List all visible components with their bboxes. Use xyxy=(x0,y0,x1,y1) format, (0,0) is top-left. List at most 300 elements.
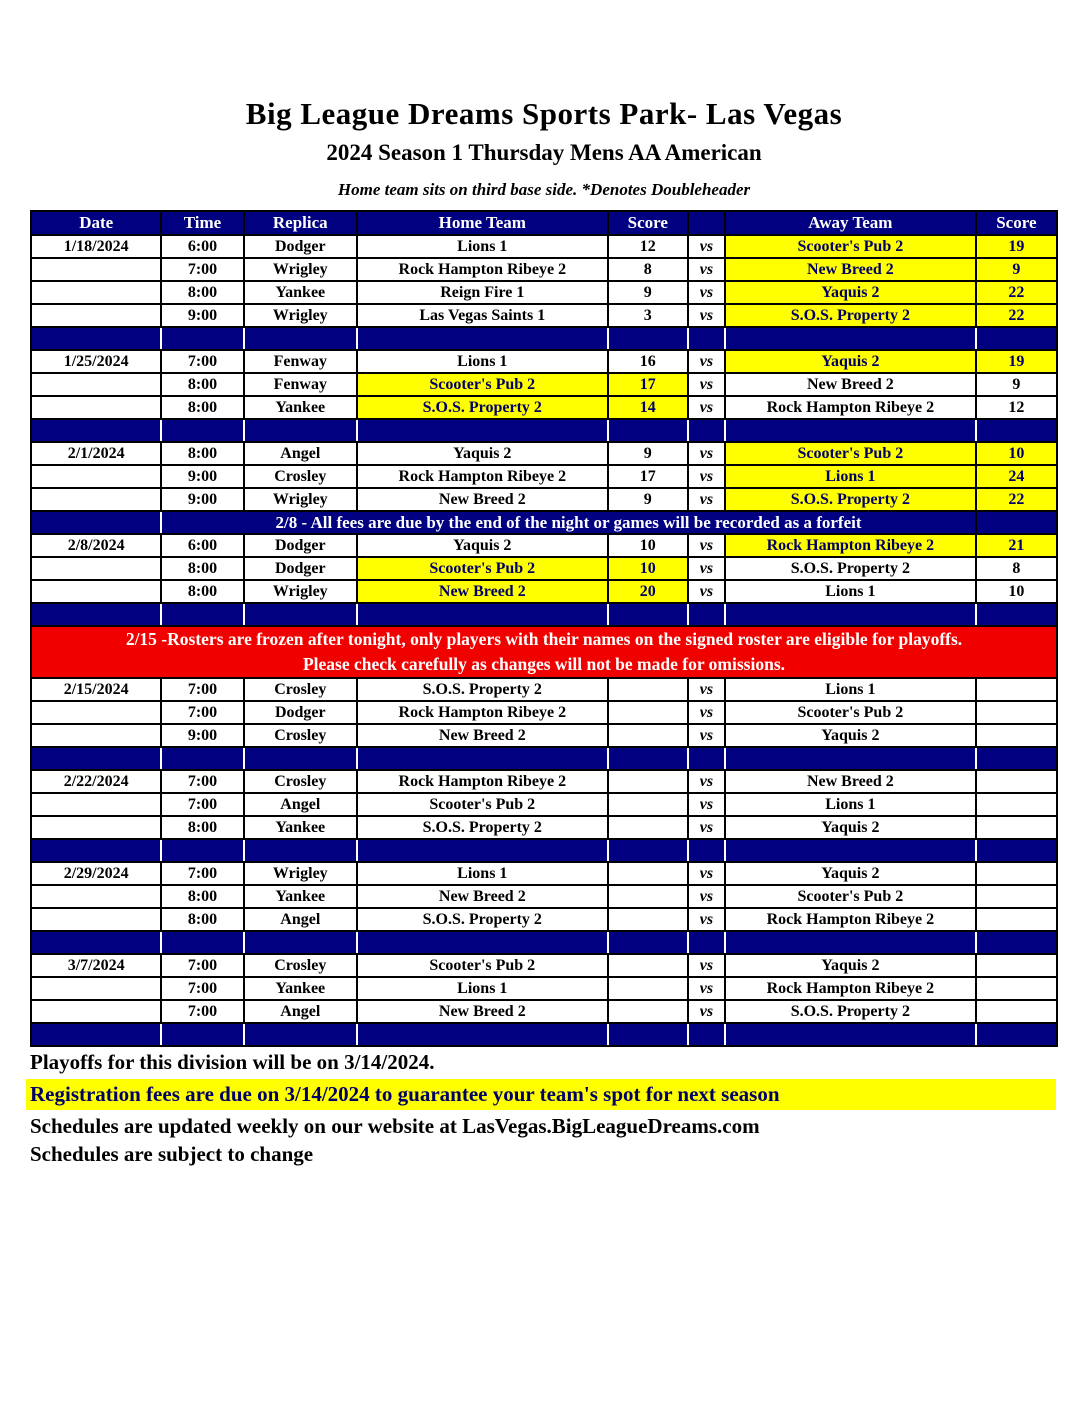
home-score-cell: 9 xyxy=(608,281,688,304)
home-score-cell: 10 xyxy=(608,557,688,580)
replica-cell: Wrigley xyxy=(244,258,357,281)
replica-cell: Fenway xyxy=(244,350,357,373)
time-cell: 9:00 xyxy=(161,488,243,511)
date-cell xyxy=(31,580,161,603)
spacer-cell xyxy=(688,747,725,770)
away-team-cell: Rock Hampton Ribeye 2 xyxy=(725,534,976,557)
replica-cell: Crosley xyxy=(244,770,357,793)
spacer-row xyxy=(31,419,1057,442)
schedule-table xyxy=(30,210,1058,1047)
game-row xyxy=(31,724,1057,747)
home-score-cell xyxy=(608,908,688,931)
date-cell xyxy=(31,304,161,327)
home-team-cell: Lions 1 xyxy=(357,977,608,1000)
away-score-cell: 10 xyxy=(976,442,1057,465)
home-team-cell: Rock Hampton Ribeye 2 xyxy=(357,701,608,724)
time-cell: 8:00 xyxy=(161,816,243,839)
spacer-cell xyxy=(161,419,243,442)
note-date-cell xyxy=(31,511,161,534)
home-team-cell: S.O.S. Property 2 xyxy=(357,678,608,701)
spacer-row xyxy=(31,931,1057,954)
spacer-row xyxy=(31,327,1057,350)
away-score-cell xyxy=(976,724,1057,747)
time-cell: 8:00 xyxy=(161,580,243,603)
header-home-score: Score xyxy=(608,211,688,235)
date-cell xyxy=(31,977,161,1000)
time-cell: 6:00 xyxy=(161,235,243,258)
header-away-team: Away Team xyxy=(725,211,976,235)
home-team-cell: S.O.S. Property 2 xyxy=(357,396,608,419)
home-score-cell xyxy=(608,701,688,724)
game-row xyxy=(31,281,1057,304)
home-score-cell: 17 xyxy=(608,373,688,396)
home-score-cell: 17 xyxy=(608,465,688,488)
spacer-cell xyxy=(161,747,243,770)
replica-cell: Fenway xyxy=(244,373,357,396)
vs-label: vs xyxy=(688,534,725,557)
home-score-cell: 9 xyxy=(608,488,688,511)
spacer-cell xyxy=(357,839,608,862)
home-team-cell: Rock Hampton Ribeye 2 xyxy=(357,465,608,488)
subject-to-change-note: Schedules are subject to change xyxy=(30,1142,314,1166)
home-team-cell: Rock Hampton Ribeye 2 xyxy=(357,258,608,281)
time-cell: 9:00 xyxy=(161,724,243,747)
home-team-cell: New Breed 2 xyxy=(357,580,608,603)
date-cell xyxy=(31,701,161,724)
home-team-cell: Las Vegas Saints 1 xyxy=(357,304,608,327)
home-team-cell: S.O.S. Property 2 xyxy=(357,816,608,839)
header-home-team: Home Team xyxy=(357,211,608,235)
home-score-cell xyxy=(608,724,688,747)
header-time: Time xyxy=(161,211,243,235)
game-row xyxy=(31,465,1057,488)
home-team-cell: New Breed 2 xyxy=(357,488,608,511)
playoffs-note: Playoffs for this division will be on 3/14/2024. xyxy=(30,1050,435,1074)
away-team-cell: Lions 1 xyxy=(725,678,976,701)
vs-label: vs xyxy=(688,908,725,931)
spacer-cell xyxy=(725,1023,976,1046)
replica-cell: Wrigley xyxy=(244,304,357,327)
game-row xyxy=(31,770,1057,793)
home-team-cell: Lions 1 xyxy=(357,235,608,258)
time-cell: 7:00 xyxy=(161,678,243,701)
date-cell: 1/25/2024 xyxy=(31,350,161,373)
date-cell xyxy=(31,396,161,419)
away-score-cell: 19 xyxy=(976,350,1057,373)
spacer-cell xyxy=(244,1023,357,1046)
header-date: Date xyxy=(31,211,161,235)
vs-label: vs xyxy=(688,977,725,1000)
date-cell xyxy=(31,816,161,839)
away-score-cell xyxy=(976,770,1057,793)
spacer-cell xyxy=(608,931,688,954)
game-row xyxy=(31,580,1057,603)
spacer-row xyxy=(31,1023,1057,1046)
spacer-cell xyxy=(244,747,357,770)
vs-label: vs xyxy=(688,258,725,281)
time-cell: 7:00 xyxy=(161,977,243,1000)
replica-cell: Yankee xyxy=(244,977,357,1000)
away-team-cell: Lions 1 xyxy=(725,793,976,816)
date-cell xyxy=(31,557,161,580)
vs-label: vs xyxy=(688,304,725,327)
page-subtitle: 2024 Season 1 Thursday Mens AA American xyxy=(326,140,762,165)
vs-label: vs xyxy=(688,724,725,747)
vs-label: vs xyxy=(688,885,725,908)
away-team-cell: S.O.S. Property 2 xyxy=(725,1000,976,1023)
spacer-cell xyxy=(725,603,976,626)
banner-text-line: Please check carefully as changes will not be made for omissions. xyxy=(302,654,786,674)
home-score-cell xyxy=(608,770,688,793)
home-score-cell xyxy=(608,793,688,816)
replica-cell: Yankee xyxy=(244,816,357,839)
time-cell: 8:00 xyxy=(161,908,243,931)
note-text-cell: 2/8 - All fees are due by the end of the night or games will be recorded as a forfeit xyxy=(161,511,975,534)
game-row xyxy=(31,885,1057,908)
home-score-cell: 16 xyxy=(608,350,688,373)
home-score-cell: 14 xyxy=(608,396,688,419)
spacer-cell xyxy=(244,419,357,442)
spacer-cell xyxy=(357,603,608,626)
spacer-cell xyxy=(608,419,688,442)
home-score-cell xyxy=(608,977,688,1000)
game-row xyxy=(31,235,1057,258)
spacer-cell xyxy=(608,839,688,862)
date-cell: 2/15/2024 xyxy=(31,678,161,701)
game-row xyxy=(31,816,1057,839)
replica-cell: Wrigley xyxy=(244,580,357,603)
spacer-cell xyxy=(31,603,161,626)
replica-cell: Angel xyxy=(244,793,357,816)
game-row xyxy=(31,373,1057,396)
home-score-cell xyxy=(608,1000,688,1023)
game-row xyxy=(31,534,1057,557)
replica-cell: Yankee xyxy=(244,396,357,419)
spacer-cell xyxy=(976,839,1057,862)
date-cell xyxy=(31,724,161,747)
vs-label: vs xyxy=(688,465,725,488)
replica-cell: Yankee xyxy=(244,885,357,908)
date-cell xyxy=(31,281,161,304)
game-row xyxy=(31,678,1057,701)
page-title: Big League Dreams Sports Park- Las Vegas xyxy=(245,96,843,131)
vs-label: vs xyxy=(688,350,725,373)
spacer-cell xyxy=(688,839,725,862)
spacer-row xyxy=(31,839,1057,862)
date-cell: 2/1/2024 xyxy=(31,442,161,465)
away-score-cell xyxy=(976,954,1057,977)
away-score-cell: 24 xyxy=(976,465,1057,488)
home-score-cell xyxy=(608,954,688,977)
vs-label: vs xyxy=(688,1000,725,1023)
away-score-cell: 10 xyxy=(976,580,1057,603)
spacer-cell xyxy=(725,419,976,442)
replica-cell: Crosley xyxy=(244,954,357,977)
spacer-cell xyxy=(688,603,725,626)
away-team-cell: Scooter's Pub 2 xyxy=(725,235,976,258)
spacer-cell xyxy=(244,327,357,350)
replica-cell: Crosley xyxy=(244,465,357,488)
spacer-cell xyxy=(976,1023,1057,1046)
footer-notes xyxy=(30,1049,1088,1168)
home-score-cell xyxy=(608,862,688,885)
spacer-cell xyxy=(31,747,161,770)
replica-cell: Dodger xyxy=(244,235,357,258)
spacer-cell xyxy=(976,603,1057,626)
game-row xyxy=(31,908,1057,931)
spacer-cell xyxy=(31,327,161,350)
away-team-cell: New Breed 2 xyxy=(725,373,976,396)
spacer-cell xyxy=(244,603,357,626)
banner-text-cell xyxy=(31,626,1057,678)
away-team-cell: Yaquis 2 xyxy=(725,816,976,839)
header-row xyxy=(31,211,1057,235)
away-team-cell: Rock Hampton Ribeye 2 xyxy=(725,908,976,931)
vs-label: vs xyxy=(688,770,725,793)
date-cell xyxy=(31,1000,161,1023)
vs-label: vs xyxy=(688,816,725,839)
away-team-cell: Rock Hampton Ribeye 2 xyxy=(725,977,976,1000)
replica-cell: Wrigley xyxy=(244,488,357,511)
home-team-cell: Yaquis 2 xyxy=(357,442,608,465)
banner-text-line: 2/15 -Rosters are frozen after tonight, only players with their names on the signed roster are eligible for playoffs. xyxy=(125,629,963,649)
away-team-cell: Yaquis 2 xyxy=(725,724,976,747)
vs-label: vs xyxy=(688,396,725,419)
spacer-cell xyxy=(688,931,725,954)
home-score-cell: 3 xyxy=(608,304,688,327)
time-cell: 7:00 xyxy=(161,258,243,281)
date-cell xyxy=(31,465,161,488)
spacer-cell xyxy=(161,839,243,862)
away-team-cell: Yaquis 2 xyxy=(725,862,976,885)
home-score-cell: 20 xyxy=(608,580,688,603)
replica-cell: Yankee xyxy=(244,281,357,304)
date-cell xyxy=(31,258,161,281)
away-score-cell: 8 xyxy=(976,557,1057,580)
home-score-cell: 10 xyxy=(608,534,688,557)
home-team-cell: Scooter's Pub 2 xyxy=(357,793,608,816)
date-cell: 2/22/2024 xyxy=(31,770,161,793)
home-score-cell: 8 xyxy=(608,258,688,281)
home-team-cell: Lions 1 xyxy=(357,350,608,373)
away-score-cell: 19 xyxy=(976,235,1057,258)
vs-label: vs xyxy=(688,442,725,465)
date-cell xyxy=(31,885,161,908)
vs-label: vs xyxy=(688,793,725,816)
home-team-cell: Reign Fire 1 xyxy=(357,281,608,304)
replica-cell: Crosley xyxy=(244,678,357,701)
away-score-cell: 22 xyxy=(976,488,1057,511)
schedule-table-body xyxy=(31,235,1057,1046)
game-row xyxy=(31,488,1057,511)
replica-cell: Angel xyxy=(244,1000,357,1023)
time-cell: 7:00 xyxy=(161,954,243,977)
date-cell: 2/29/2024 xyxy=(31,862,161,885)
replica-cell: Crosley xyxy=(244,724,357,747)
game-row xyxy=(31,258,1057,281)
time-cell: 8:00 xyxy=(161,281,243,304)
time-cell: 6:00 xyxy=(161,534,243,557)
note-score-cell xyxy=(976,511,1057,534)
away-team-cell: New Breed 2 xyxy=(725,258,976,281)
away-team-cell: Rock Hampton Ribeye 2 xyxy=(725,396,976,419)
away-team-cell: Scooter's Pub 2 xyxy=(725,885,976,908)
date-cell xyxy=(31,793,161,816)
replica-cell: Dodger xyxy=(244,557,357,580)
game-row xyxy=(31,557,1057,580)
away-team-cell: Scooter's Pub 2 xyxy=(725,701,976,724)
home-team-cell: New Breed 2 xyxy=(357,885,608,908)
time-cell: 7:00 xyxy=(161,862,243,885)
away-score-cell xyxy=(976,678,1057,701)
date-cell xyxy=(31,373,161,396)
time-cell: 7:00 xyxy=(161,793,243,816)
time-cell: 8:00 xyxy=(161,442,243,465)
away-score-cell xyxy=(976,793,1057,816)
away-score-cell xyxy=(976,977,1057,1000)
game-row xyxy=(31,350,1057,373)
spacer-cell xyxy=(31,839,161,862)
game-row xyxy=(31,862,1057,885)
date-cell: 1/18/2024 xyxy=(31,235,161,258)
away-score-cell xyxy=(976,908,1057,931)
spacer-cell xyxy=(357,747,608,770)
time-cell: 8:00 xyxy=(161,396,243,419)
registration-note: Registration fees are due on 3/14/2024 to guarantee your team's spot for next season xyxy=(26,1079,1056,1110)
replica-cell: Dodger xyxy=(244,534,357,557)
away-team-cell: Yaquis 2 xyxy=(725,954,976,977)
time-cell: 7:00 xyxy=(161,350,243,373)
spacer-cell xyxy=(688,327,725,350)
spacer-cell xyxy=(244,931,357,954)
away-score-cell: 9 xyxy=(976,258,1057,281)
vs-label: vs xyxy=(688,557,725,580)
date-cell: 3/7/2024 xyxy=(31,954,161,977)
spacer-cell xyxy=(725,747,976,770)
spacer-cell xyxy=(608,1023,688,1046)
date-cell xyxy=(31,488,161,511)
spacer-cell xyxy=(357,419,608,442)
game-row xyxy=(31,977,1057,1000)
vs-label: vs xyxy=(688,281,725,304)
home-team-cell: Rock Hampton Ribeye 2 xyxy=(357,770,608,793)
time-cell: 7:00 xyxy=(161,770,243,793)
home-team-cell: New Breed 2 xyxy=(357,724,608,747)
game-row xyxy=(31,793,1057,816)
date-cell xyxy=(31,908,161,931)
away-team-cell: Lions 1 xyxy=(725,580,976,603)
home-team-cell: Yaquis 2 xyxy=(357,534,608,557)
away-team-cell: Yaquis 2 xyxy=(725,350,976,373)
replica-cell: Angel xyxy=(244,908,357,931)
time-cell: 9:00 xyxy=(161,304,243,327)
home-team-note: Home team sits on third base side. *Denotes Doubleheader xyxy=(337,180,751,199)
spacer-cell xyxy=(976,747,1057,770)
vs-label: vs xyxy=(688,580,725,603)
replica-cell: Dodger xyxy=(244,701,357,724)
away-score-cell: 9 xyxy=(976,373,1057,396)
spacer-cell xyxy=(244,839,357,862)
vs-label: vs xyxy=(688,488,725,511)
home-team-cell: S.O.S. Property 2 xyxy=(357,908,608,931)
game-row xyxy=(31,1000,1057,1023)
spacer-cell xyxy=(725,327,976,350)
home-team-cell: Scooter's Pub 2 xyxy=(357,373,608,396)
home-score-cell xyxy=(608,816,688,839)
time-cell: 8:00 xyxy=(161,373,243,396)
header-vs xyxy=(688,211,725,235)
vs-label: vs xyxy=(688,678,725,701)
game-row xyxy=(31,442,1057,465)
home-score-cell: 12 xyxy=(608,235,688,258)
time-cell: 8:00 xyxy=(161,885,243,908)
vs-label: vs xyxy=(688,862,725,885)
spacer-cell xyxy=(976,327,1057,350)
away-score-cell xyxy=(976,862,1057,885)
spacer-cell xyxy=(608,603,688,626)
away-score-cell xyxy=(976,816,1057,839)
time-cell: 7:00 xyxy=(161,701,243,724)
game-row xyxy=(31,701,1057,724)
away-team-cell: Yaquis 2 xyxy=(725,281,976,304)
spacer-cell xyxy=(357,931,608,954)
game-row xyxy=(31,954,1057,977)
away-team-cell: S.O.S. Property 2 xyxy=(725,304,976,327)
spacer-cell xyxy=(976,931,1057,954)
spacer-cell xyxy=(608,327,688,350)
away-score-cell: 12 xyxy=(976,396,1057,419)
spacer-cell xyxy=(31,1023,161,1046)
fees-note-row xyxy=(31,511,1057,534)
vs-label: vs xyxy=(688,373,725,396)
vs-label: vs xyxy=(688,954,725,977)
spacer-cell xyxy=(688,1023,725,1046)
time-cell: 9:00 xyxy=(161,465,243,488)
away-score-cell: 22 xyxy=(976,281,1057,304)
away-score-cell xyxy=(976,885,1057,908)
website-note: Schedules are updated weekly on our website at LasVegas.BigLeagueDreams.com xyxy=(30,1114,760,1138)
away-score-cell: 21 xyxy=(976,534,1057,557)
spacer-cell xyxy=(688,419,725,442)
spacer-row xyxy=(31,747,1057,770)
away-team-cell: Lions 1 xyxy=(725,465,976,488)
spacer-cell xyxy=(161,603,243,626)
home-team-cell: Scooter's Pub 2 xyxy=(357,557,608,580)
home-team-cell: Lions 1 xyxy=(357,862,608,885)
spacer-cell xyxy=(357,327,608,350)
vs-label: vs xyxy=(688,701,725,724)
game-row xyxy=(31,304,1057,327)
away-team-cell: S.O.S. Property 2 xyxy=(725,488,976,511)
spacer-cell xyxy=(725,839,976,862)
spacer-cell xyxy=(31,931,161,954)
home-team-cell: Scooter's Pub 2 xyxy=(357,954,608,977)
away-team-cell: S.O.S. Property 2 xyxy=(725,557,976,580)
game-row xyxy=(31,396,1057,419)
date-cell: 2/8/2024 xyxy=(31,534,161,557)
spacer-cell xyxy=(357,1023,608,1046)
spacer-cell xyxy=(725,931,976,954)
away-score-cell: 22 xyxy=(976,304,1057,327)
replica-cell: Wrigley xyxy=(244,862,357,885)
header-away-score: Score xyxy=(976,211,1057,235)
time-cell: 7:00 xyxy=(161,1000,243,1023)
spacer-cell xyxy=(31,419,161,442)
away-score-cell xyxy=(976,1000,1057,1023)
replica-cell: Angel xyxy=(244,442,357,465)
spacer-cell xyxy=(161,327,243,350)
spacer-cell xyxy=(161,1023,243,1046)
